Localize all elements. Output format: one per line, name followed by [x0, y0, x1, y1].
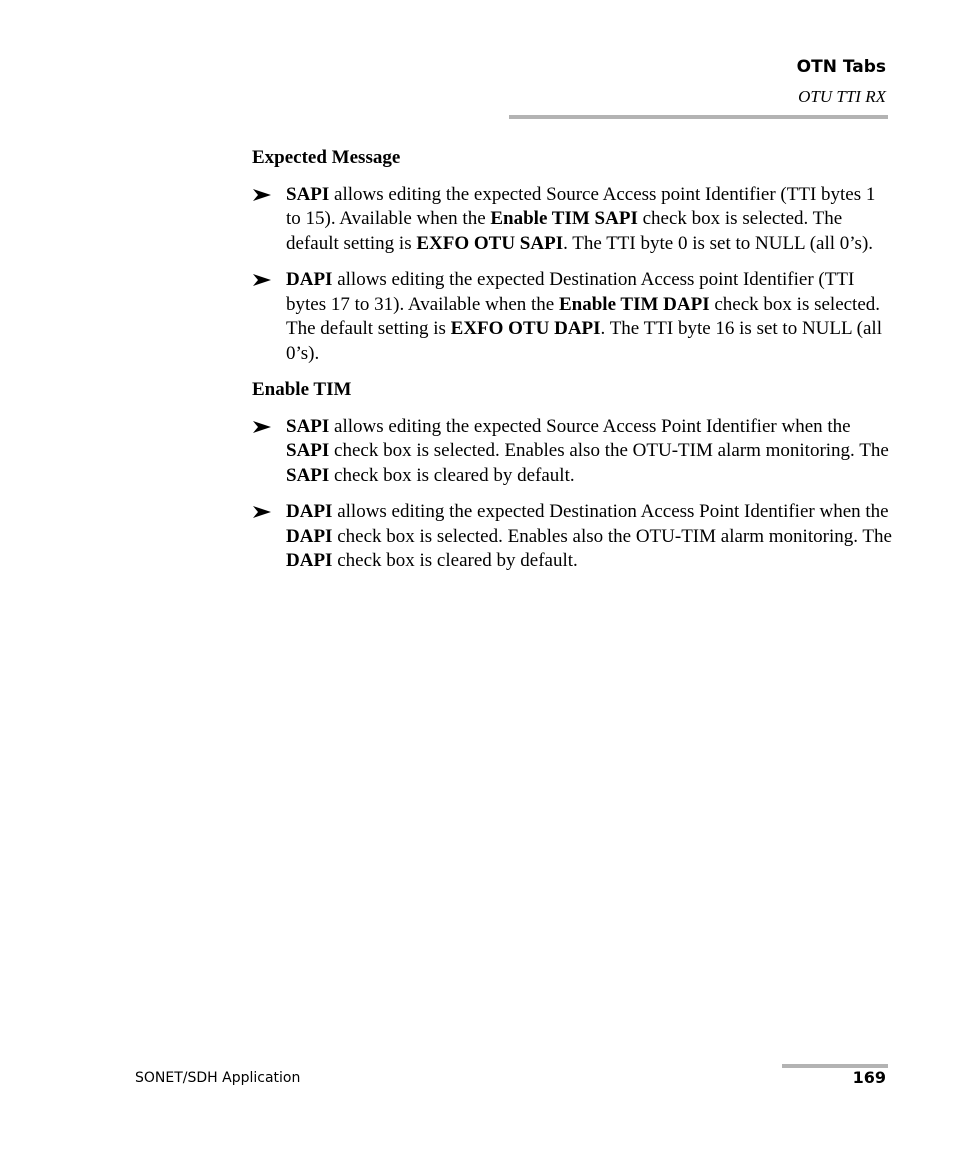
text-run: allows editing the expected Destination Access Point Identifier when the [332, 501, 889, 522]
term-enable-tim-dapi: Enable TIM DAPI [558, 293, 710, 315]
term-dapi: DAPI [286, 269, 333, 290]
text-run: allows editing the expected Destination Access point Identifier (TTI bytes 17 to 31). Available when the [286, 269, 855, 315]
term-exfo-otu-dapi: EXFO OTU DAPI [450, 318, 601, 339]
term-enable-tim-sapi: Enable TIM SAPI [490, 208, 638, 229]
term-sapi: SAPI [286, 440, 330, 461]
text-run: check box is selected. The default setting is [286, 208, 843, 254]
term-sapi: SAPI [286, 464, 330, 486]
bullet-text [286, 184, 875, 254]
term-dapi: DAPI [286, 550, 333, 571]
text-run: check box is cleared by default. [329, 464, 575, 486]
text-run: check box is selected. Enables also the OTU-TIM alarm monitoring. The [329, 440, 889, 461]
header-divider [509, 115, 888, 119]
footer-document-title: SONET/SDH Application [135, 1070, 301, 1086]
text-run: check box is selected. Enables also the OTU-TIM alarm monitoring. The [332, 525, 892, 547]
document-body [252, 146, 892, 586]
text-run: . The TTI byte 16 is set to NULL (all 0’s). [286, 318, 882, 364]
text-run: allows editing the expected Source Access Point Identifier when the [329, 415, 851, 437]
page-number: 169 [852, 1068, 886, 1087]
section-heading-enable-tim: Enable TIM [252, 379, 352, 400]
list-item-expected-sapi [252, 183, 892, 257]
text-run: . The TTI byte 0 is set to NULL (all 0’s). [563, 232, 874, 254]
page-header-title: OTN Tabs [796, 57, 886, 77]
term-exfo-otu-sapi: EXFO OTU SAPI [416, 232, 564, 254]
arrowhead-bullet-icon [252, 502, 272, 522]
term-dapi: DAPI [286, 501, 333, 522]
page-header-subtitle: OTU TTI RX [798, 87, 886, 106]
list-item-expected-dapi [252, 268, 892, 366]
bullet-text [286, 416, 889, 486]
arrowhead-bullet-icon [252, 417, 272, 437]
term-dapi: DAPI [286, 525, 333, 547]
arrowhead-bullet-icon [252, 185, 272, 205]
bullet-text [286, 269, 882, 364]
text-run: check box is selected. The default setting is [286, 293, 881, 339]
bullet-text [286, 501, 892, 571]
list-item-enable-tim-sapi [252, 415, 892, 489]
list-item-enable-tim-dapi [252, 500, 892, 574]
term-sapi: SAPI [286, 415, 330, 437]
text-run: check box is cleared by default. [332, 550, 578, 571]
term-sapi: SAPI [286, 183, 330, 205]
section-heading-expected-message: Expected Message [252, 147, 401, 168]
arrowhead-bullet-icon [252, 270, 272, 290]
text-run: allows editing the expected Source Access point Identifier (TTI bytes 1 to 15). Available when the [286, 183, 876, 229]
